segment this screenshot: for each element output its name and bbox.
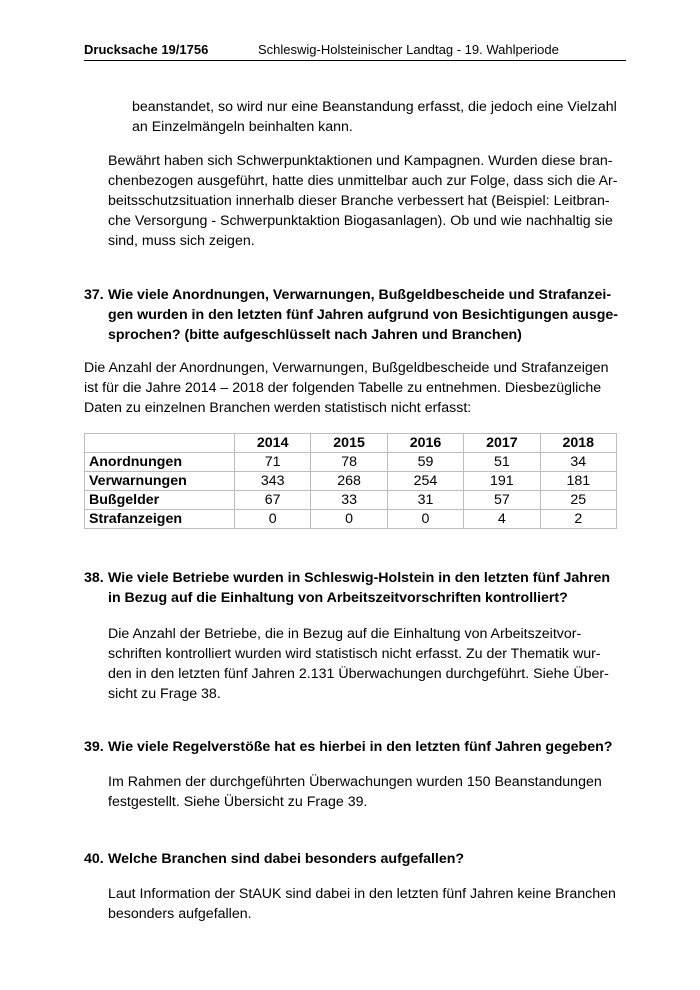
question-number: 40.	[84, 851, 104, 867]
question-37	[84, 285, 624, 345]
table-cell: 25	[540, 491, 616, 510]
year-header: 2014	[235, 434, 311, 453]
text-line: beitsschutzsituation innerhalb dieser Branche verbessert hat (Beispiel: Leitbran-	[108, 193, 610, 209]
row-label: Verwarnungen	[85, 472, 235, 491]
statistics-table	[84, 433, 617, 529]
table-row	[85, 472, 617, 491]
text-line: Die Anzahl der Anordnungen, Verwarnungen, Bußgeldbescheide und Strafanzeigen	[84, 360, 609, 376]
text-line: Die Anzahl der Betriebe, die in Bezug auf die Einhaltung von Arbeitszeitvor-	[108, 626, 582, 642]
table-cell: 4	[464, 510, 540, 529]
text-line: sind, muss sich zeigen.	[108, 233, 255, 249]
question-text	[108, 737, 618, 757]
table-header-row	[85, 434, 617, 453]
table-cell: 181	[540, 472, 616, 491]
intro-paragraph-1	[132, 97, 617, 137]
table-cell: 254	[387, 472, 463, 491]
table-row	[85, 453, 617, 472]
text-line: in Bezug auf die Einhaltung von Arbeitszeitvorschriften kontrolliert?	[108, 590, 568, 606]
table-cell: 34	[540, 453, 616, 472]
table-cell: 78	[311, 453, 387, 472]
table-cell: 57	[464, 491, 540, 510]
year-header: 2016	[387, 434, 463, 453]
table-cell: 33	[311, 491, 387, 510]
text-line: sprochen? (bitte aufgeschlüsselt nach Jahren und Branchen)	[108, 327, 522, 343]
table-cell: 31	[387, 491, 463, 510]
question-number: 38.	[84, 570, 104, 586]
text-line: Welche Branchen sind dabei besonders aufgefallen?	[108, 851, 465, 867]
question-number: 37.	[84, 287, 104, 303]
row-label: Anordnungen	[85, 453, 235, 472]
table-row	[85, 491, 617, 510]
table-cell: 343	[235, 472, 311, 491]
text-line: den in den letzten fünf Jahren 2.131 Überwachungen durchgeführt. Siehe Über-	[108, 666, 609, 682]
table-cell: 51	[464, 453, 540, 472]
table-cell: 191	[464, 472, 540, 491]
text-line: gen wurden in den letzten fünf Jahren aufgrund von Besichtigungen ausge-	[108, 307, 618, 323]
text-line: sicht zu Frage 38.	[108, 686, 221, 702]
page-header	[84, 40, 626, 61]
year-header: 2015	[311, 434, 387, 453]
question-39	[84, 737, 624, 757]
row-label: Bußgelder	[85, 491, 235, 510]
question-text	[108, 285, 618, 345]
table-cell: 0	[311, 510, 387, 529]
text-line: beanstandet, so wird nur eine Beanstandung erfasst, die jedoch eine Vielzahl	[132, 99, 617, 115]
document-number: Drucksache 19/1756	[84, 42, 209, 57]
table-cell: 2	[540, 510, 616, 529]
answer-37	[84, 358, 609, 418]
text-line: Laut Information der StAUK sind dabei in den letzten fünf Jahren keine Branchen	[108, 886, 616, 902]
question-40	[84, 849, 624, 869]
table-cell: 59	[387, 453, 463, 472]
table-cell: 71	[235, 453, 311, 472]
text-line: festgestellt. Siehe Übersicht zu Frage 39.	[108, 794, 368, 810]
parliament-title: Schleswig-Holsteinischer Landtag - 19. Wahlperiode	[258, 42, 559, 57]
table-cell: 0	[387, 510, 463, 529]
table-row	[85, 510, 617, 529]
answer-38	[108, 624, 609, 704]
row-label: Strafanzeigen	[85, 510, 235, 529]
text-line: ist für die Jahre 2014 – 2018 der folgenden Tabelle zu entnehmen. Diesbezügliche	[84, 380, 602, 396]
text-line: Bewährt haben sich Schwerpunktaktionen und Kampagnen. Wurden diese bran-	[108, 153, 613, 169]
text-line: chenbezogen ausgeführt, hatte dies unmittelbar auch zur Folge, dass sich die Ar-	[108, 173, 618, 189]
table-cell: 67	[235, 491, 311, 510]
text-line: che Versorgung - Schwerpunktaktion Biogasanlagen). Ob und wie nachhaltig sie	[108, 213, 613, 229]
table-corner-cell	[85, 434, 235, 453]
question-text	[108, 849, 618, 869]
year-header: 2017	[464, 434, 540, 453]
answer-39	[108, 772, 602, 812]
table-cell: 0	[235, 510, 311, 529]
intro-paragraph-2	[108, 151, 617, 251]
answer-40	[108, 884, 616, 924]
text-line: an Einzelmängeln beinhalten kann.	[132, 119, 353, 135]
question-number: 39.	[84, 739, 104, 755]
text-line: Im Rahmen der durchgeführten Überwachungen wurden 150 Beanstandungen	[108, 774, 602, 790]
text-line: schriften kontrolliert wurden wird statistisch nicht erfasst. Zu der Thematik wur-	[108, 646, 601, 662]
question-text	[108, 568, 618, 608]
text-line: Wie viele Anordnungen, Verwarnungen, Bußgeldbescheide und Strafanzei-	[108, 287, 612, 303]
question-38	[84, 568, 624, 608]
text-line: Daten zu einzelnen Branchen werden statistisch nicht erfasst:	[84, 400, 472, 416]
text-line: besonders aufgefallen.	[108, 906, 252, 922]
text-line: Wie viele Betriebe wurden in Schleswig-Holstein in den letzten fünf Jahren	[108, 570, 611, 586]
text-line: Wie viele Regelverstöße hat es hierbei in den letzten fünf Jahren gegeben?	[108, 739, 613, 755]
year-header: 2018	[540, 434, 616, 453]
table-cell: 268	[311, 472, 387, 491]
